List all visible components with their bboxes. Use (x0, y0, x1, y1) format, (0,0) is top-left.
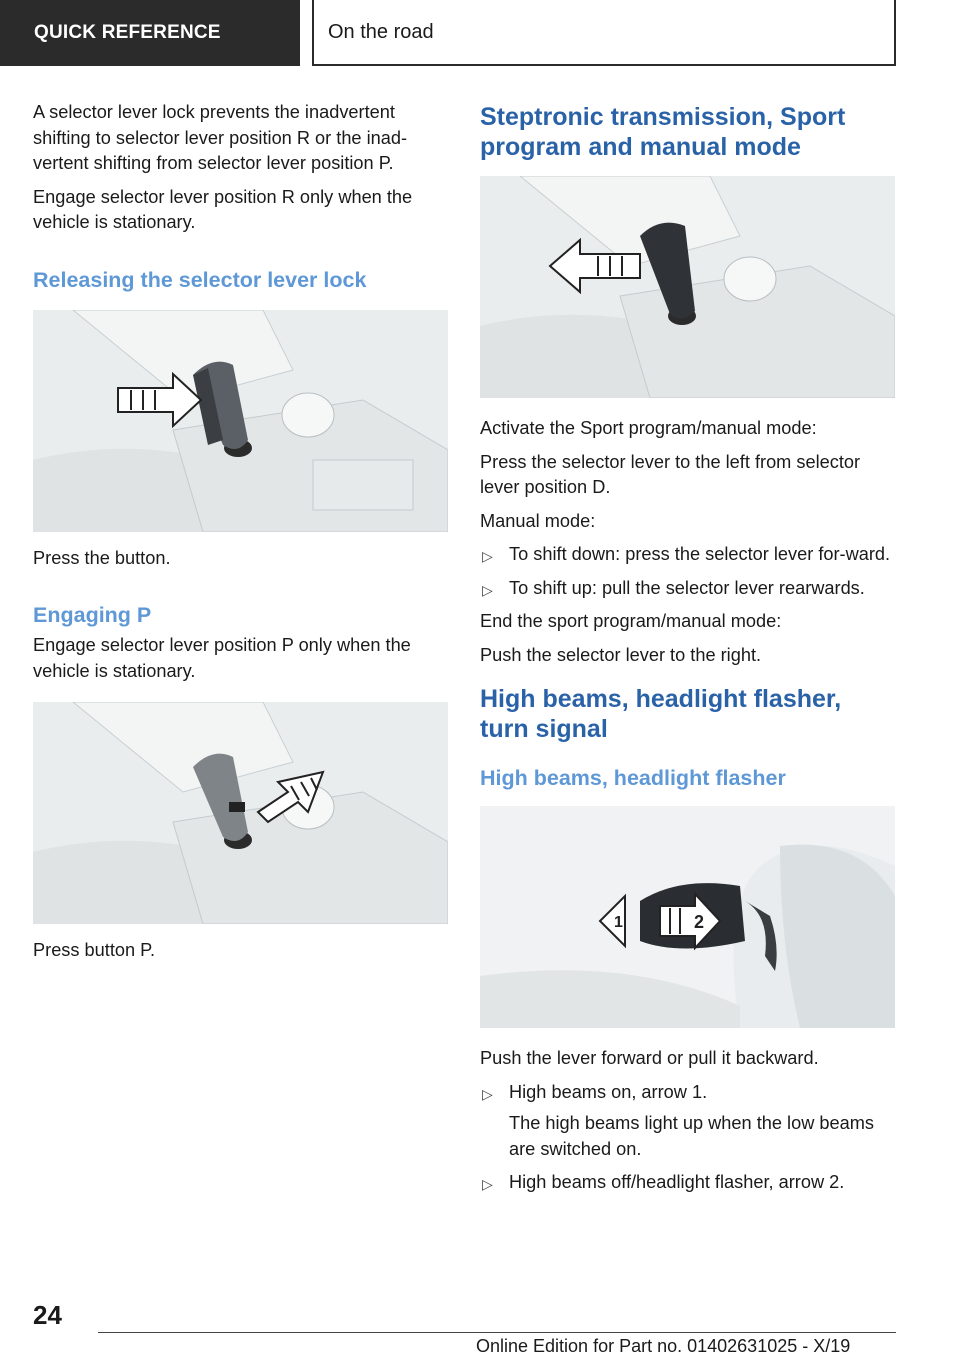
triangle-bullet-icon: ▷ (482, 1085, 493, 1102)
page-number: 24 (33, 1300, 62, 1330)
beams-heading: High beams, headlight flasher, turn signal (480, 685, 842, 743)
engage-text: Engage selector lever position P only when the vehicle is stationary. (33, 635, 411, 681)
push-text: Push the selector lever to the right. (480, 644, 762, 665)
list-item: ▷ To shift up: pull the selector lever rearwards. (480, 576, 896, 602)
steptronic-heading: Steptronic transmission, Sport program and manual mode (480, 103, 846, 161)
chapter-tab: On the road (312, 0, 896, 66)
beam-item-detail: The high beams light up when the low beams are switched on. (509, 1113, 874, 1159)
triangle-bullet-icon: ▷ (482, 1176, 493, 1192)
svg-text:2: 2 (694, 912, 705, 932)
release-text: Press the button. (33, 547, 171, 568)
lever-text: Push the lever forward or pull it backward. (480, 1048, 819, 1068)
footer-divider (98, 1332, 896, 1333)
list-item: ▷ High beams on, arrow 1. The high beams light up when the low beams are switched on. (480, 1080, 896, 1163)
end-text: End the sport program/manual mode: (480, 611, 782, 631)
intro-paragraph: A selector lever lock prevents the inadvertent shifting to selector lever position R or the inad-vertent shifting from selector lever position P. (33, 102, 408, 173)
engage-heading: Engaging P (33, 603, 152, 627)
page-header (0, 0, 960, 66)
svg-text:1: 1 (614, 914, 623, 931)
press-text: Press the selector lever to the left from selector lever position D. (480, 451, 861, 497)
footer-edition: Online Edition for Part no. 01402631025 - X/19 (476, 1336, 851, 1356)
beams-list (480, 1080, 896, 1196)
turn-signal-lever-illustration (480, 806, 895, 1028)
triangle-bullet-icon: ▷ (482, 548, 493, 564)
right-column (480, 102, 896, 1204)
section-tab: QUICK REFERENCE (0, 0, 300, 66)
list-item: ▷ To shift down: press the selector lever for-ward. (480, 542, 896, 568)
engage-caption: Press button P. (33, 940, 156, 960)
activate-text: Activate the Sport program/manual mode: (480, 418, 817, 438)
flasher-heading: High beams, headlight flasher (480, 766, 786, 790)
triangle-bullet-icon: ▷ (482, 581, 493, 598)
engage-p-illustration (33, 702, 448, 924)
steptronic-illustration (480, 176, 895, 398)
manual-mode-list (480, 542, 896, 601)
manual-label: Manual mode: (480, 510, 596, 531)
selector-lever-release-illustration (33, 310, 448, 532)
release-heading: Releasing the selector lever lock (33, 267, 367, 292)
intro-paragraph-2: Engage selector lever position R only when the vehicle is stationary. (33, 186, 413, 232)
list-item: ▷ High beams off/headlight flasher, arrow 2. (480, 1170, 896, 1196)
left-column (33, 100, 449, 972)
